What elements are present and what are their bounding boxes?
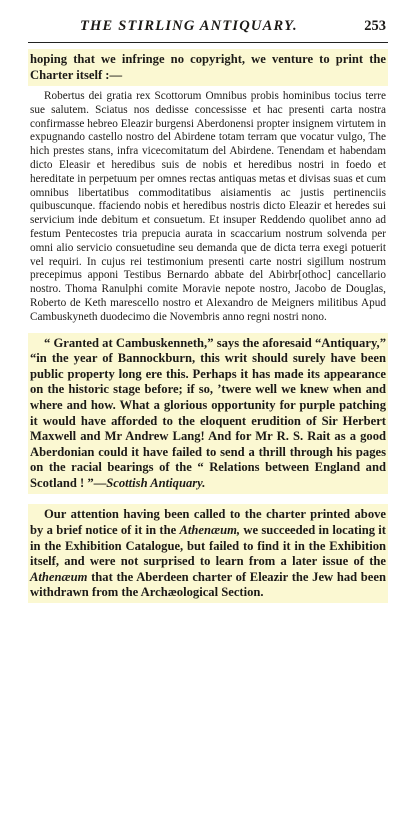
closing-text-3: that the Aberdeen charter of Eleazir the Jew had been withdrawn from the Archæological Section.: [30, 569, 386, 600]
closing-paragraph: [28, 504, 388, 603]
quoted-passage: [28, 333, 388, 495]
closing-text-1: Our attention having been called to the charter printed above by a brief notice of it in the: [30, 507, 386, 538]
journal-name-2: Athenæum: [30, 569, 88, 584]
journal-name-1: Athenæum,: [179, 523, 241, 538]
closing-text-2: we succeeded in locating it in the Exhibition Catalogue, but failed to find it in the Exhibition itself, and were not surprised to learn from a later issue of the: [30, 523, 386, 569]
quote-text: “ Granted at Cambuskenneth,” says the aforesaid “Antiquary,” “in the year of Bannockburn, this writ should surely have been public property long ere this. Perhaps it has made its appearance on the historic stage before; if so, ’twere well we knew when and where and how. What a glorious opportunity for purple patching it would have afforded to the eloquent erudition of Sir Herbert Maxwell and Mr Andrew Lang! And for Mr R. S. Rait as a good Aberdonian could it have failed to send a thrill through his pages on the racial bearings of the “ Relations between England and Scotland ! ”—: [30, 335, 386, 490]
journal-title: THE STIRLING ANTIQUARY.: [80, 18, 298, 34]
running-head: [28, 18, 388, 35]
charter-text: Robertus dei gratia rex Scottorum Omnibus probis hominibus tocius terre sue salutem. Sciatus nos dedisse concessisse et hac presenti carta nostra confirmasse hebreo Eleazir burgensi Aberdonensi propter insignem virtutem in expugnando castello nostro del Abirdene totam terram que vocatur vulgo, The hich prestes stans, infra vicecomitatum del Abirdene. Tenendam et habendam dicto Eleasir et heredibus suis de nobis et heredibus nostri in foedo et hereditate in perpetuum per omnes rectas antiquas metas et divisas suas et cum omnibus libertatibus commoditatibus aisiamentis ac justis pertinenciis quibuscunque. ffaciendo nobis et heredibus nostris dicto Eleazir et heredes sui servicium inde debitum et consuetum. Et insuper Reddendo quolibet anno ad festum Pentecostes tria prepucia aurata in scaccarium nostrum solvenda per omni alio servicio consuetudine seu demanda que de dicta terra exegi potuerit vel requiri. In cujus rei testimonium presenti carte nostri sigillum nostrum precepimus apponi Testibus Bernardo abbate del Abirbr[othoc] cancellario nostro. Thoma Ranulphi comite Moravie nepote nostro, Jacobo de Douglas, Roberto de Keth marescello nostro et Alexandro de Meigners militibus Apud Cambuskyneth duodecimo die Novembris anno regni nostri nono.: [30, 90, 386, 323]
header-rule: [28, 42, 388, 43]
page-number: 253: [364, 18, 386, 34]
intro-paragraph: hoping that we infringe no copyright, we venture to print the Charter itself :—: [28, 49, 388, 86]
quote-source: Scottish Antiquary.: [106, 475, 206, 490]
